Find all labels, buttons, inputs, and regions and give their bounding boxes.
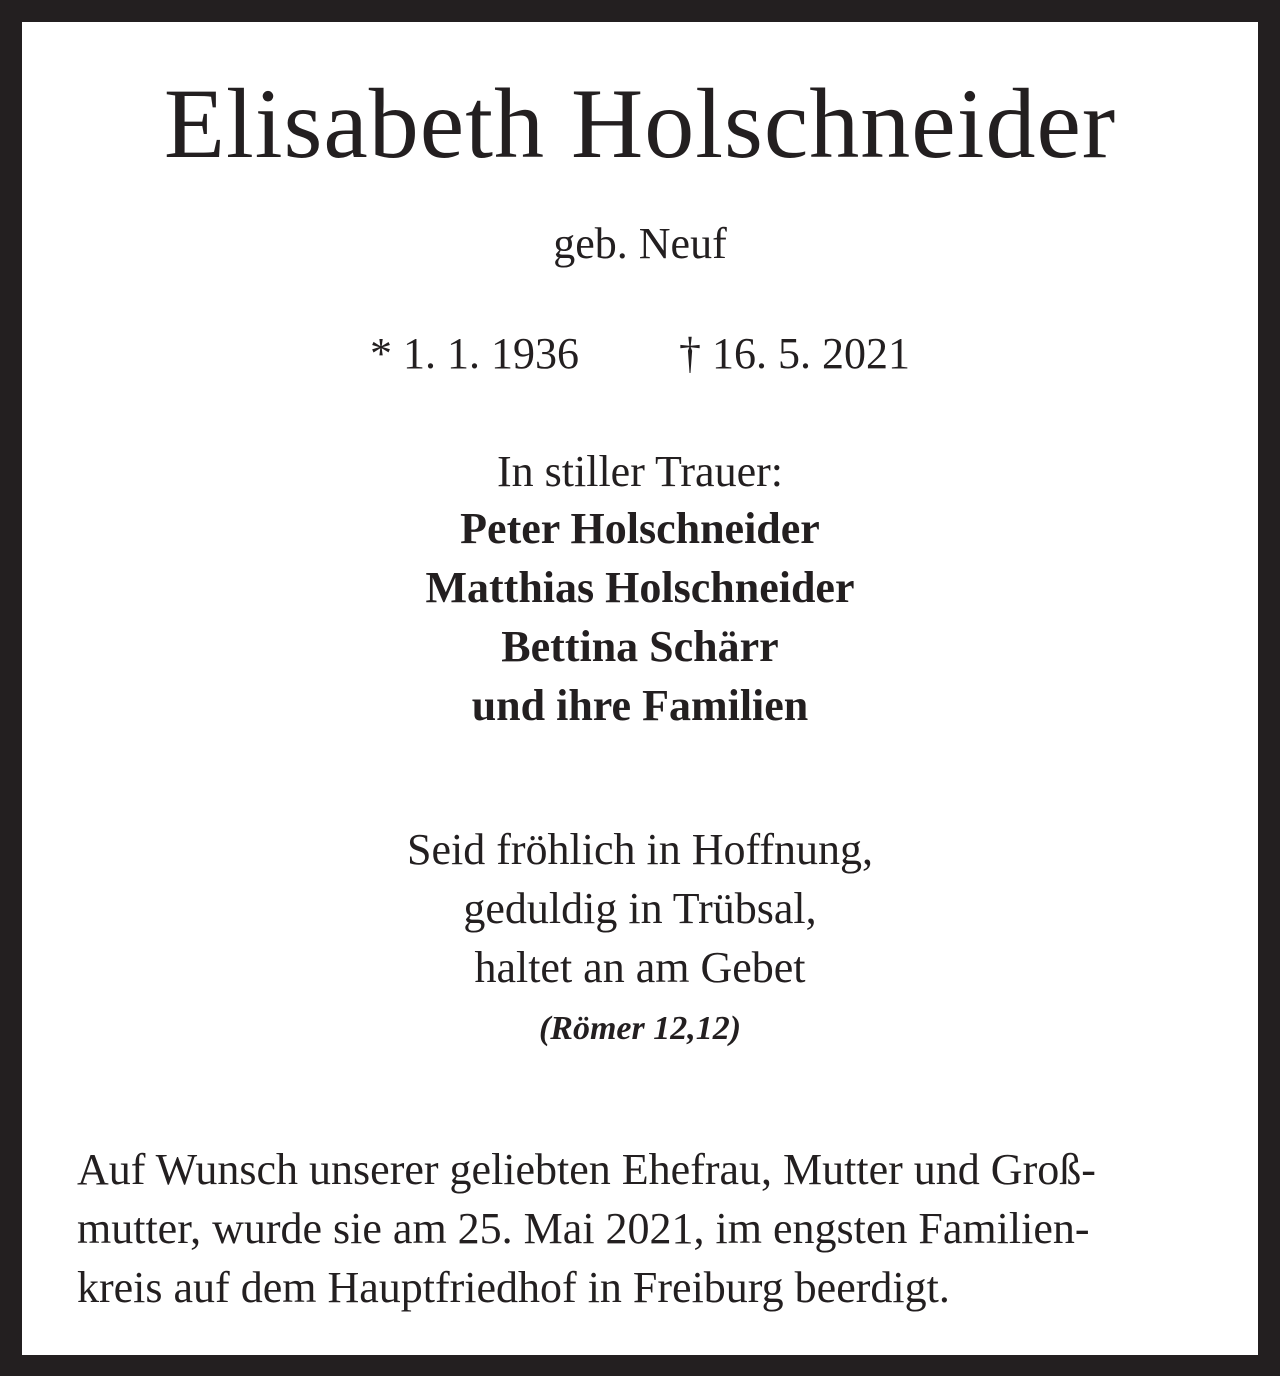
- maiden-name: geb. Neuf: [553, 219, 727, 268]
- mourner-name: Bettina Schärr: [501, 622, 779, 671]
- verse-line: Seid fröhlich in Hoffnung,: [406, 825, 874, 874]
- verse-reference: (Römer 12,12): [538, 1010, 742, 1047]
- verse-line: haltet an am Gebet: [474, 943, 806, 992]
- announcement-line: Auf Wunsch unserer geliebten Ehefrau, Mutter und Groß-: [77, 1145, 1096, 1194]
- announcement-line: mutter, wurde sie am 25. Mai 2021, im engsten Familien-: [77, 1204, 1090, 1253]
- death-date: † 16. 5. 2021: [679, 329, 910, 378]
- obituary-notice: [22, 22, 1258, 1355]
- mourner-families: und ihre Familien: [471, 681, 809, 730]
- mourning-intro: In stiller Trauer:: [497, 447, 783, 496]
- mourner-name: Matthias Holschneider: [425, 563, 855, 612]
- deceased-name: Elisabeth Holschneider: [163, 68, 1117, 179]
- mourner-name: Peter Holschneider: [460, 504, 820, 553]
- announcement-line: kreis auf dem Hauptfriedhof in Freiburg beerdigt.: [77, 1263, 950, 1312]
- verse-line: geduldig in Trübsal,: [463, 884, 817, 933]
- life-dates: [22, 329, 1258, 378]
- birth-date: * 1. 1. 1936: [370, 329, 579, 378]
